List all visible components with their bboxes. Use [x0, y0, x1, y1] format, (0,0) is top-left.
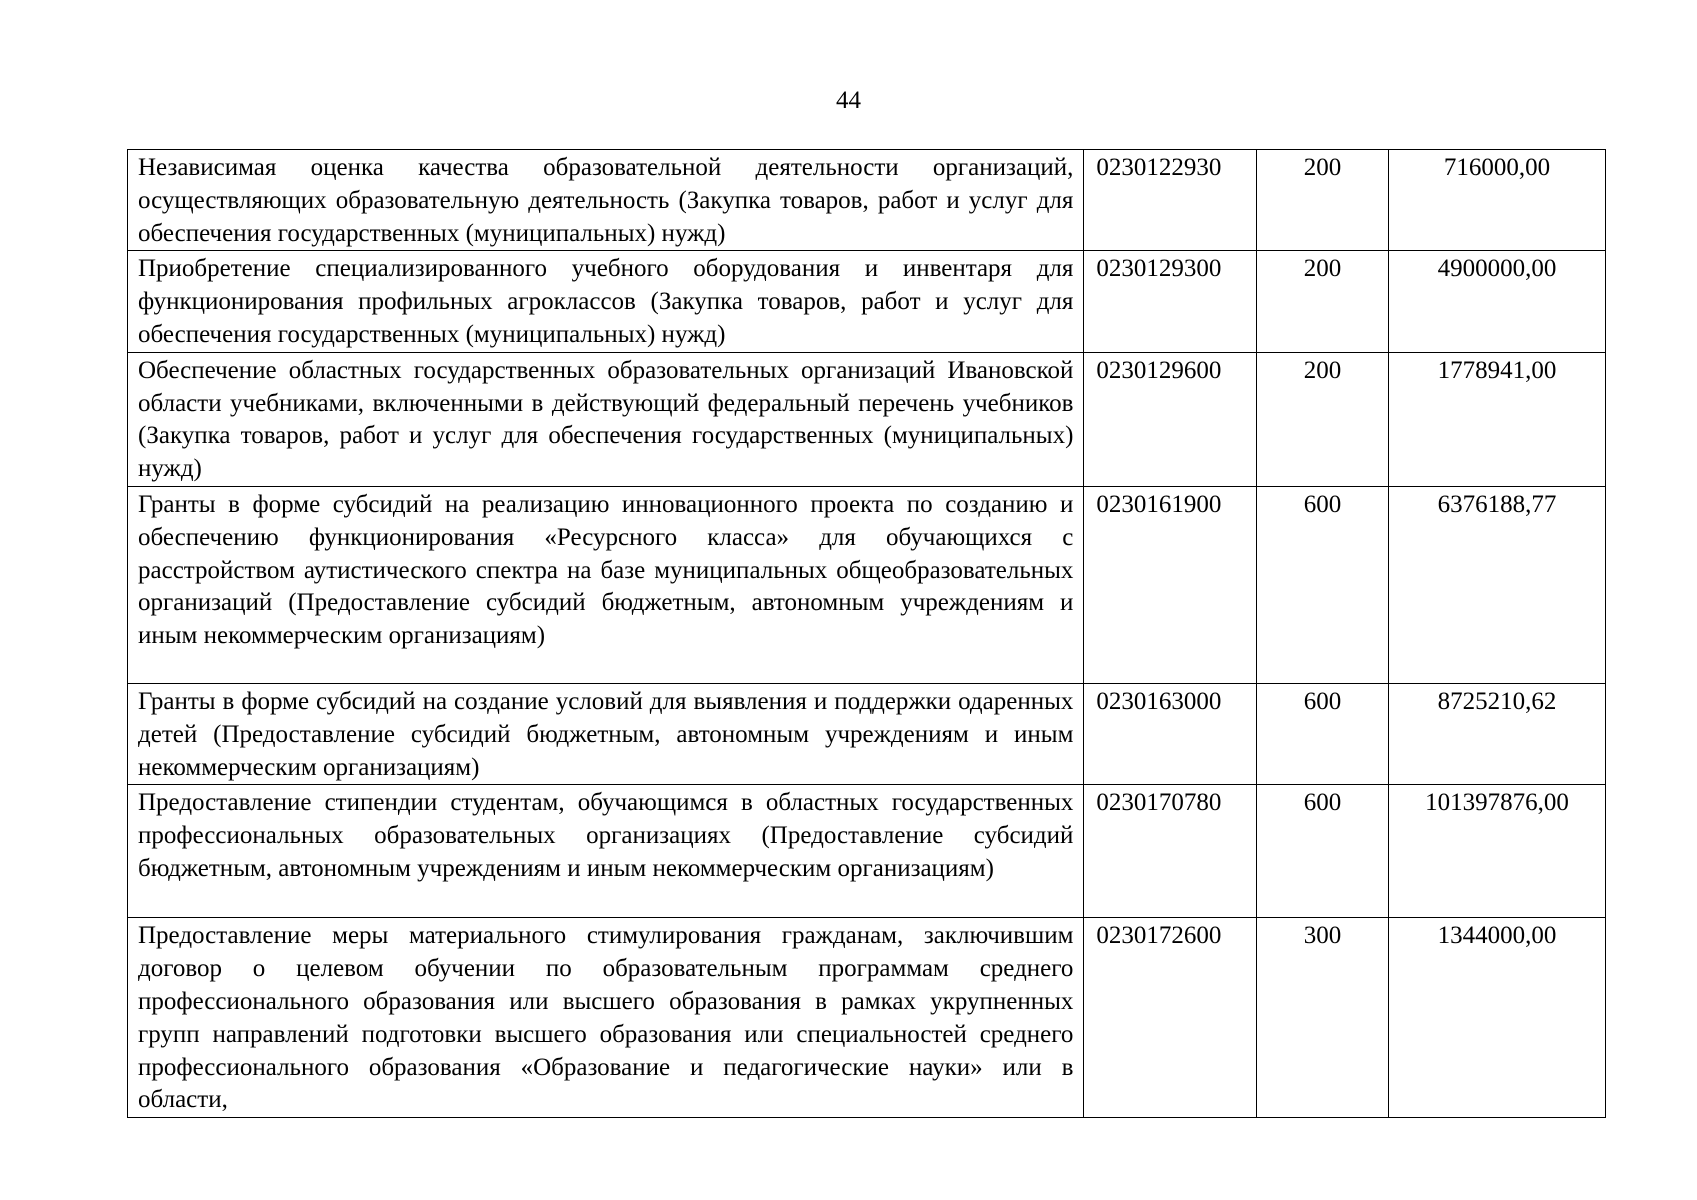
target-article-code-cell: 0230122930 — [1084, 150, 1257, 251]
expense-name-cell: Обеспечение областных государственных образовательных организаций Ивановской области учебниками, включенными в действующий федеральный перечень учебников (Закупка товаров, работ и услуг для обеспечения государственных (муниципальных) нужд) — [128, 352, 1084, 486]
amount-cell: 4900000,00 — [1389, 251, 1606, 352]
amount-cell: 101397876,00 — [1389, 785, 1606, 918]
target-article-code-cell: 0230170780 — [1084, 785, 1257, 918]
expense-name-cell: Предоставление стипендии студентам, обучающимся в областных государственных профессиональных образовательных организациях (Предоставление субсидий бюджетным, автономным учреждениям и иным некоммерческим организациям) — [128, 785, 1084, 918]
table-row — [128, 683, 1606, 784]
expense-type-cell: 600 — [1256, 785, 1388, 918]
amount-cell: 1778941,00 — [1389, 352, 1606, 486]
amount-cell: 8725210,62 — [1389, 683, 1606, 784]
target-article-code-cell: 0230129300 — [1084, 251, 1257, 352]
expense-type-cell: 200 — [1256, 352, 1388, 486]
budget-allocation-table — [127, 149, 1606, 1118]
expense-type-cell: 600 — [1256, 683, 1388, 784]
table-row — [128, 352, 1606, 486]
expense-type-cell: 200 — [1256, 251, 1388, 352]
expense-name-cell: Гранты в форме субсидий на создание условий для выявления и поддержки одаренных детей (Предоставление субсидий бюджетным, автономным учреждениям и иным некоммерческим организациям) — [128, 683, 1084, 784]
table-row — [128, 486, 1606, 683]
table-row — [128, 785, 1606, 918]
amount-cell: 1344000,00 — [1389, 918, 1606, 1118]
amount-cell: 716000,00 — [1389, 150, 1606, 251]
amount-cell: 6376188,77 — [1389, 486, 1606, 683]
table-row — [128, 251, 1606, 352]
table-row — [128, 150, 1606, 251]
expense-type-cell: 200 — [1256, 150, 1388, 251]
expense-type-cell: 600 — [1256, 486, 1388, 683]
target-article-code-cell: 0230172600 — [1084, 918, 1257, 1118]
page-number: 44 — [836, 87, 861, 114]
target-article-code-cell: 0230161900 — [1084, 486, 1257, 683]
target-article-code-cell: 0230129600 — [1084, 352, 1257, 486]
expense-name-cell: Гранты в форме субсидий на реализацию инновационного проекта по созданию и обеспечению функционирования «Ресурсного класса» для обучающихся с расстройством аутистического спектра на базе муниципальных общеобразовательных организаций (Предоставление субсидий бюджетным, автономным учреждениям и иным некоммерческим организациям) — [128, 486, 1084, 683]
table-row — [128, 918, 1606, 1118]
expense-type-cell: 300 — [1256, 918, 1388, 1118]
expense-name-cell: Независимая оценка качества образовательной деятельности организаций, осуществляющих образовательную деятельность (Закупка товаров, работ и услуг для обеспечения государственных (муниципальных) нужд) — [128, 150, 1084, 251]
target-article-code-cell: 0230163000 — [1084, 683, 1257, 784]
expense-name-cell: Приобретение специализированного учебного оборудования и инвентаря для функционирования профильных агроклассов (Закупка товаров, работ и услуг для обеспечения государственных (муниципальных) нужд) — [128, 251, 1084, 352]
expense-name-cell: Предоставление меры материального стимулирования гражданам, заключившим договор о целевом обучении по образовательным программам среднего профессионального образования или высшего образования в рамках укрупненных групп направлений подготовки высшего образования или специальностей среднего профессионального образования «Образование и педагогические науки» или в области, — [128, 918, 1084, 1118]
